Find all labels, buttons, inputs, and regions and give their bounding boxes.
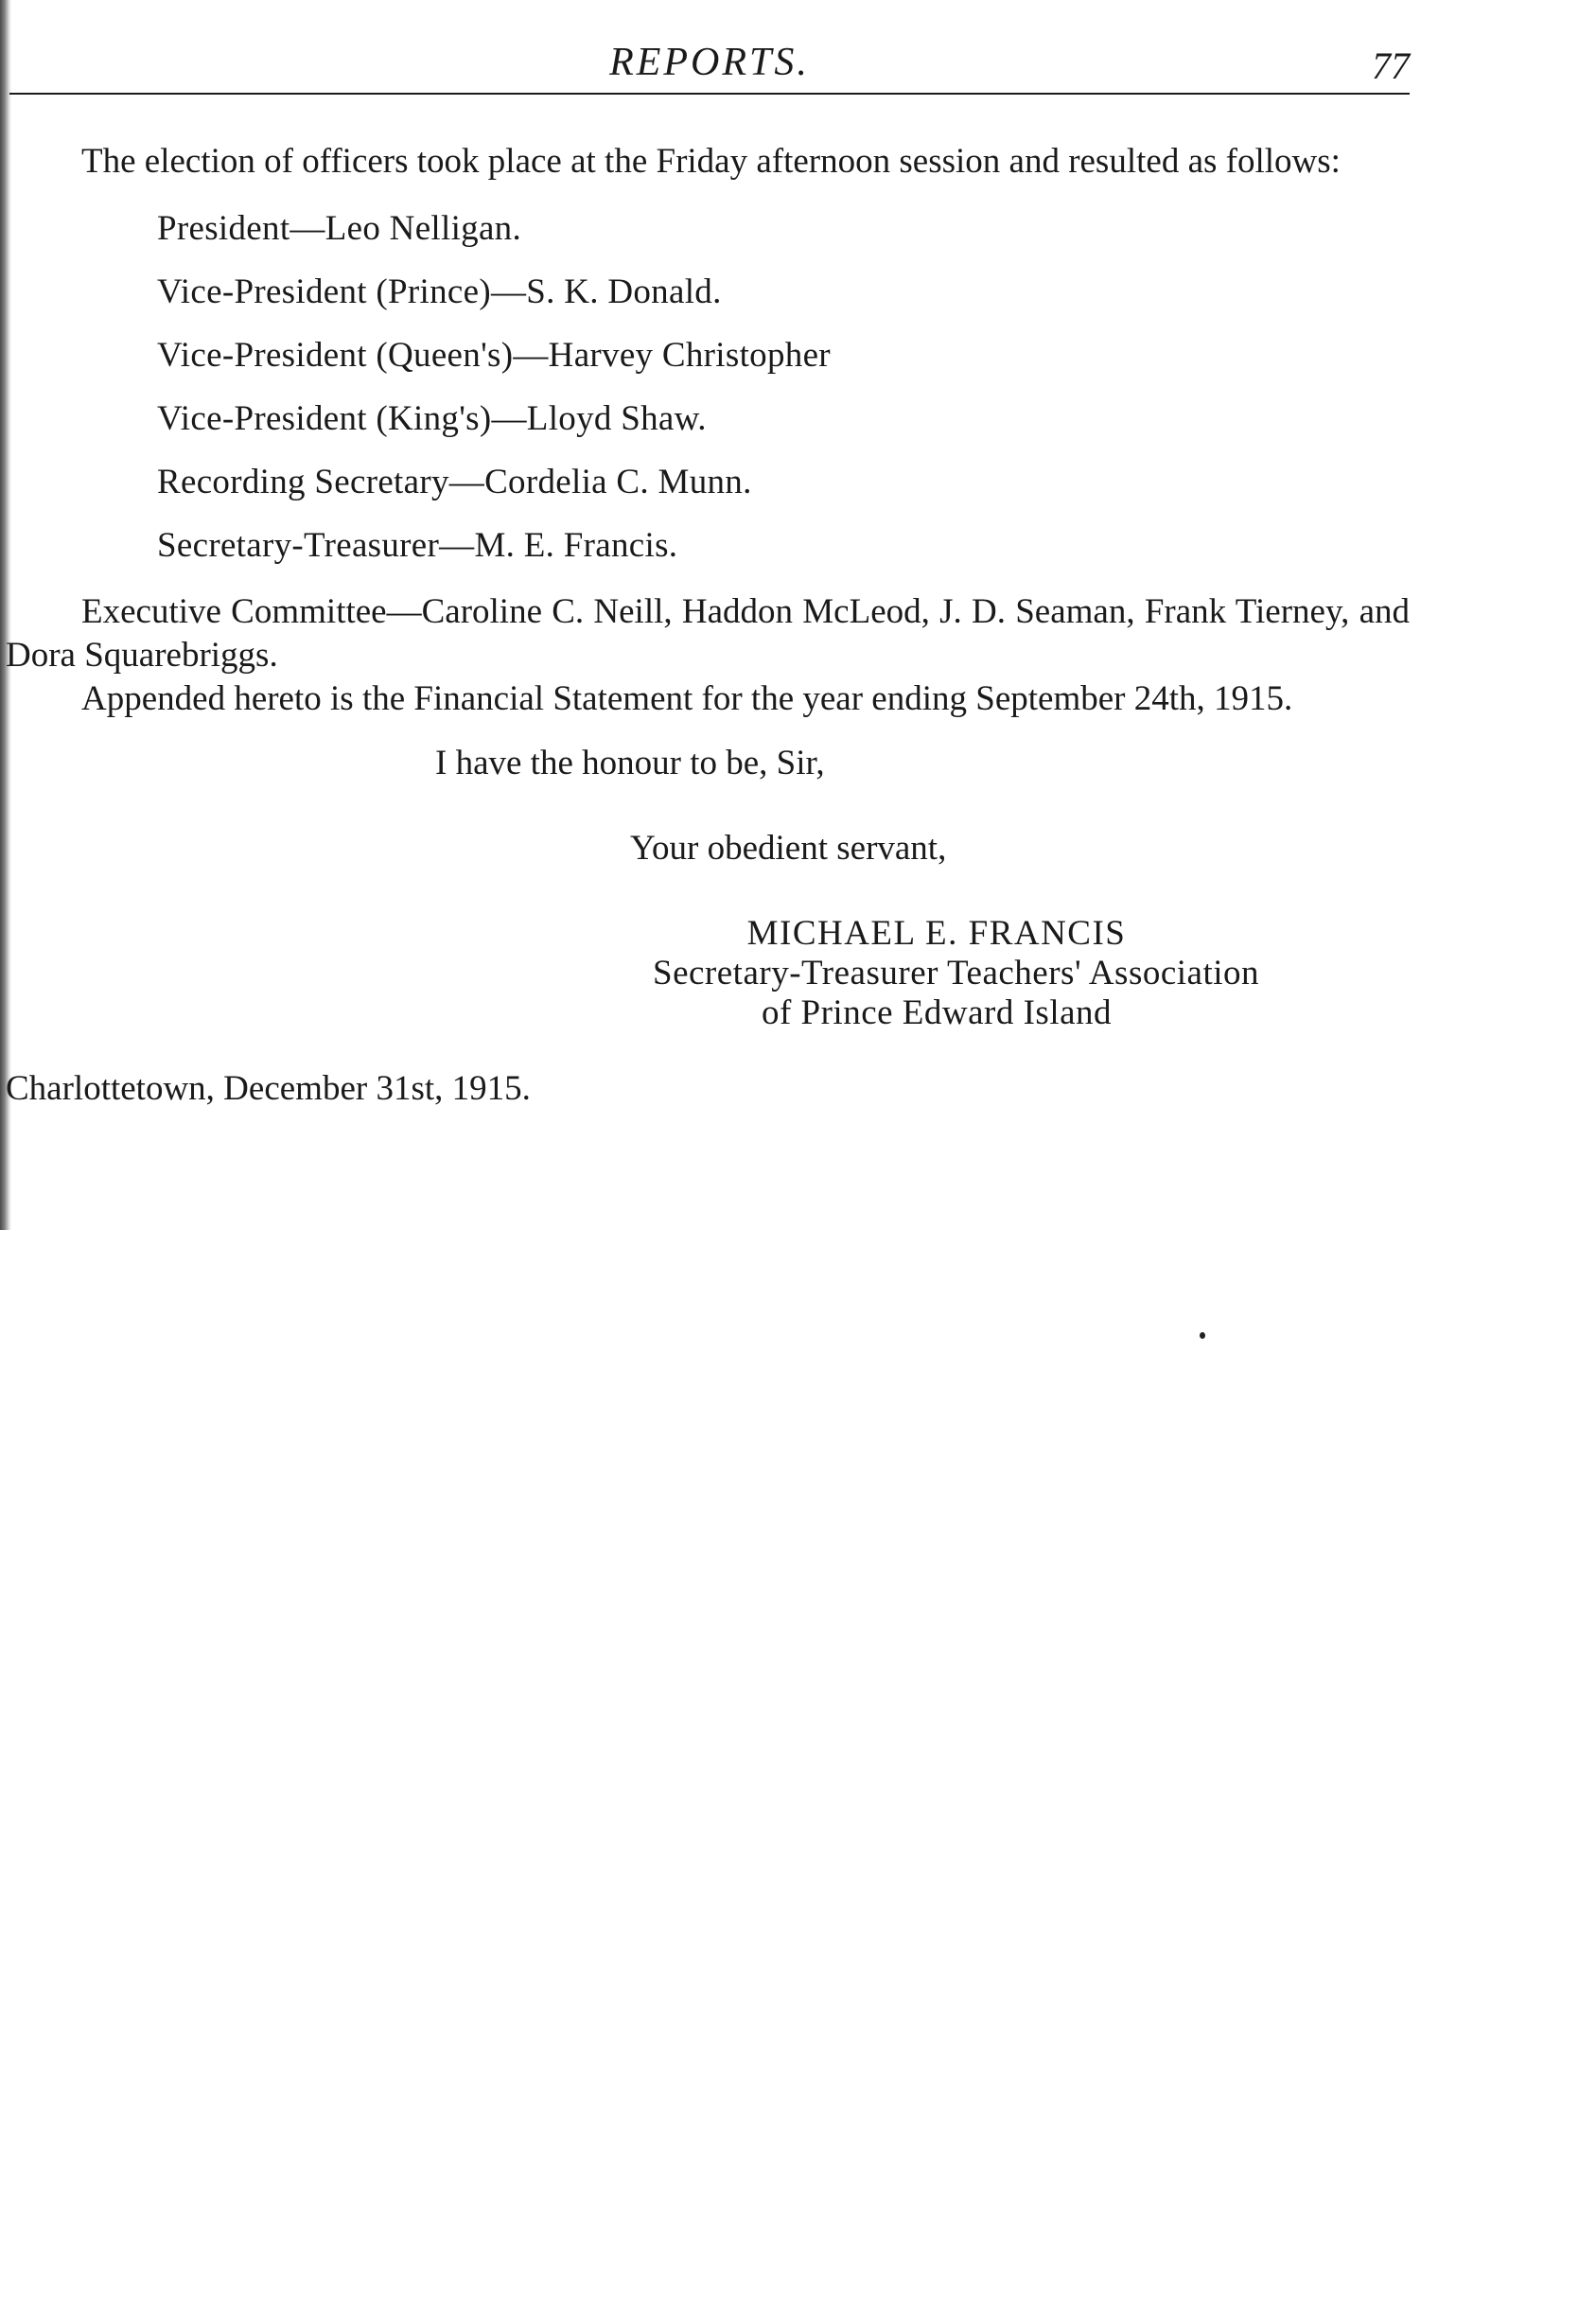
header-rule (9, 93, 1410, 95)
signature-organization: of Prince Edward Island (761, 993, 1113, 1032)
executive-committee-paragraph: Executive Committee—Caroline C. Neill, Haddon McLeod, J. D. Seaman, Frank Tierney, and Dora Squarebriggs. (6, 592, 1410, 675)
report-body (6, 140, 1410, 1111)
dateline: Charlottetown, December 31st, 1915. (6, 1069, 531, 1108)
appended-statement-paragraph: Appended hereto is the Financial Statement for the year ending September 24th, 1915. (81, 679, 1293, 718)
signature-block (6, 914, 1410, 1039)
intro-paragraph: The election of officers took place at the Friday afternoon session and resulted as follows: (81, 142, 1341, 181)
officer-entry: Recording Secretary—Cordelia C. Munn. (157, 463, 752, 501)
running-title: REPORTS. (609, 41, 810, 84)
signature-name: MICHAEL E. FRANCIS (746, 914, 1127, 953)
officers-list (6, 197, 1410, 577)
officer-entry: Secretary-Treasurer—M. E. Francis. (157, 526, 678, 565)
officer-entry: President—Leo Nelligan. (157, 209, 522, 248)
print-speck (1200, 1332, 1205, 1339)
officer-entry: Vice-President (King's)—Lloyd Shaw. (157, 399, 707, 438)
closing-servant: Your obedient servant, (630, 829, 947, 868)
page-number: 77 (1372, 44, 1410, 87)
closing-honour: I have the honour to be, Sir, (435, 744, 825, 782)
page-header (9, 38, 1410, 97)
signature-title: Secretary-Treasurer Teachers' Association (653, 954, 1260, 992)
officer-entry: Vice-President (Prince)—S. K. Donald. (157, 272, 722, 311)
officer-entry: Vice-President (Queen's)—Harvey Christopher (157, 336, 831, 375)
